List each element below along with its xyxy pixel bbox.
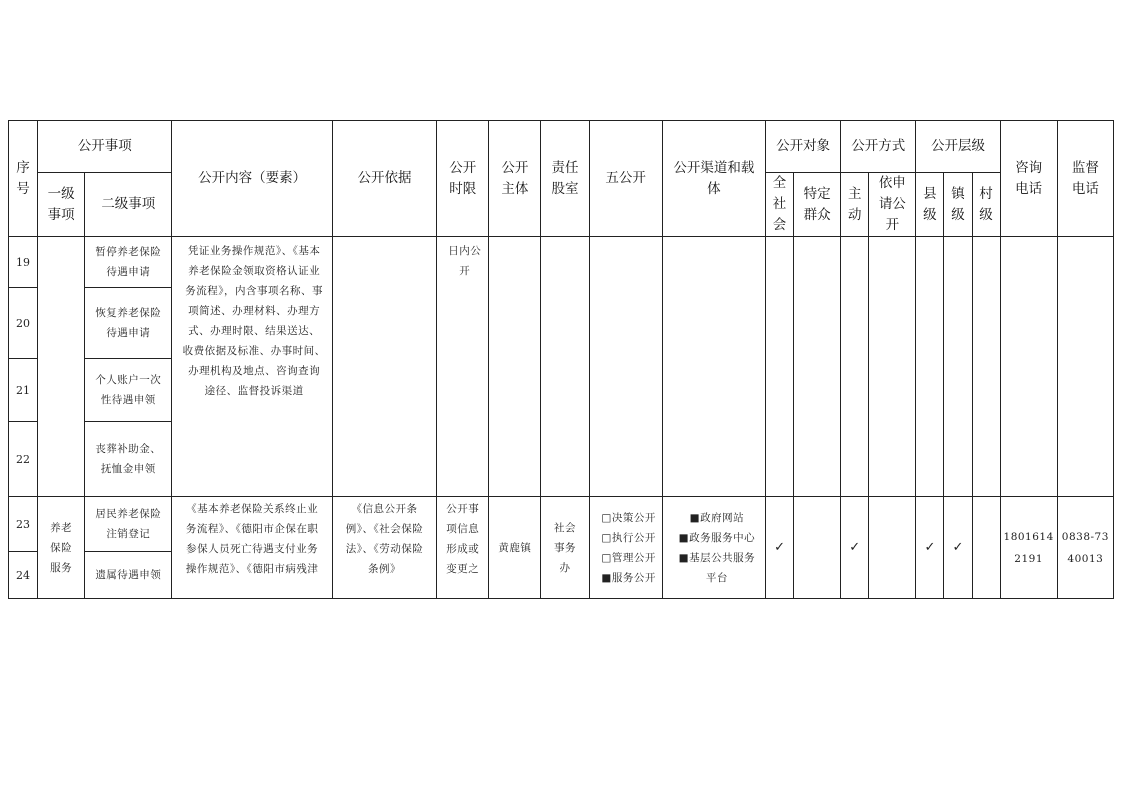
subject-cell-upper [489,237,541,497]
header-subject: 公开主体 [489,121,541,237]
time-line: 日内公 [448,245,482,257]
header-method: 公开方式 [841,121,916,173]
header-method-apply: 依申请公开 [869,173,916,237]
level2-item: 丧葬补助金、抚恤金申领 [85,422,172,497]
channel-option: ■基层公共服务 [678,551,756,564]
five-open-option: □决策公开 [601,511,656,524]
channel-option: 平台 [705,571,728,584]
header-consult: 咨询电话 [1000,121,1057,237]
basis-line: 法》、《劳动保险 [345,543,424,555]
row-number: 22 [9,422,38,497]
level1-cell-upper [38,237,85,497]
header-method-active: 主动 [841,173,869,237]
supervise-phone: 0838-73 40013 [1057,497,1113,599]
office-cell-lower: 社会事务办 [541,497,589,599]
time-line: 变更之 [446,563,480,575]
level-village-cell-upper [972,237,1000,497]
five-open-option: □管理公开 [601,551,656,564]
header-seq: 序号 [9,121,38,237]
content-line: 养老保险金领取资格认证业 [188,265,321,277]
row-number: 24 [9,552,38,599]
row-number: 23 [9,497,38,552]
level-town-cell-upper [944,237,972,497]
level2-item: 恢复养老保险待遇申请 [85,288,172,359]
header-level-village: 村级 [972,173,1000,237]
level-village-cell-lower [972,497,1000,599]
level2-item: 个人账户一次性待遇申领 [85,359,172,422]
basis-cell-upper [332,237,436,497]
channel-option: ■政府网站 [689,511,745,524]
method-apply-cell-upper [869,237,916,497]
row-number: 20 [9,288,38,359]
content-line: 务流程》、《德阳市企保在职 [185,523,319,535]
method-active-cell-upper [841,237,869,497]
target-group-cell-lower [794,497,841,599]
subject-cell-lower: 黄鹿镇 [489,497,541,599]
header-level-county: 县级 [916,173,944,237]
content-line: 项简述、办理材料、办理方 [188,305,321,317]
header-level2: 二级事项 [85,173,172,237]
header-five-open: 五公开 [589,121,662,237]
consult-cell-upper [1000,237,1057,497]
content-line: 操作规范》、《德阳市病残津 [185,563,319,575]
content-line: 式、办理时限、结果送达、 [188,325,321,337]
header-basis: 公开依据 [332,121,436,237]
disclosure-table [8,120,1114,599]
level2-item: 遗属待遇申领 [85,552,172,599]
row-number: 19 [9,237,38,288]
header-target-all: 全社会 [766,173,794,237]
time-line: 形成或 [446,543,480,555]
basis-cell-lower [332,497,436,599]
header-supervise: 监督电话 [1057,121,1113,237]
supervise-cell-upper [1057,237,1113,497]
channel-option: ■政务服务中心 [678,531,756,544]
time-limit-cell-lower [437,497,489,599]
basis-line: 条例》 [368,563,401,575]
time-limit-cell-upper [437,237,489,497]
content-line: 凭证业务操作规范》、《基本 [187,245,321,257]
basis-line: 例》、《社会保险 [345,523,424,535]
content-line: 途径、监督投诉渠道 [204,385,304,397]
basis-line: 《信息公开条 [351,503,418,515]
channel-cell-upper [662,237,765,497]
time-line: 公开事 [446,503,480,515]
five-open-cell-lower [589,497,662,599]
office-cell-upper [541,237,589,497]
header-level-town: 镇级 [944,173,972,237]
header-office: 责任股室 [541,121,589,237]
five-open-cell-upper [589,237,662,497]
content-cell-lower [172,497,332,599]
content-line: 务流程》，内含事项名称、事 [185,285,324,297]
content-line: 办理机构及地点、咨询查询 [188,365,321,377]
level2-item: 暂停养老保险待遇申请 [85,237,172,288]
content-line: 《基本养老保险关系终止业 [186,503,319,515]
target-all-cell-upper [766,237,794,497]
consult-phone: 1801614 2191 [1000,497,1057,599]
header-target-group: 特定群众 [794,173,841,237]
header-content: 公开内容（要素） [172,121,332,237]
channel-cell-lower [662,497,765,599]
row-number: 21 [9,359,38,422]
content-cell-upper [172,237,332,497]
content-line: 收费依据及标准、办事时间、 [182,345,326,357]
header-level: 公开层级 [916,121,1000,173]
five-open-option: ■服务公开 [601,571,656,584]
time-line: 项信息 [446,523,480,535]
five-open-option: □执行公开 [601,531,656,544]
level-county-cell-upper [916,237,944,497]
method-apply-cell-lower [869,497,916,599]
time-line: 开 [459,265,471,277]
method-active-check: ✓ [841,497,869,599]
level-town-check: ✓ [944,497,972,599]
target-all-check: ✓ [766,497,794,599]
level1-cell-lower: 养老保险服务 [38,497,85,599]
level2-item: 居民养老保险注销登记 [85,497,172,552]
target-group-cell-upper [794,237,841,497]
header-matters: 公开事项 [38,121,172,173]
header-time-limit: 公开时限 [437,121,489,237]
header-target: 公开对象 [766,121,841,173]
content-line: 参保人员死亡待遇支付业务 [186,543,319,555]
level-county-check: ✓ [916,497,944,599]
header-level1: 一级事项 [38,173,85,237]
header-channel: 公开渠道和载体 [662,121,765,237]
